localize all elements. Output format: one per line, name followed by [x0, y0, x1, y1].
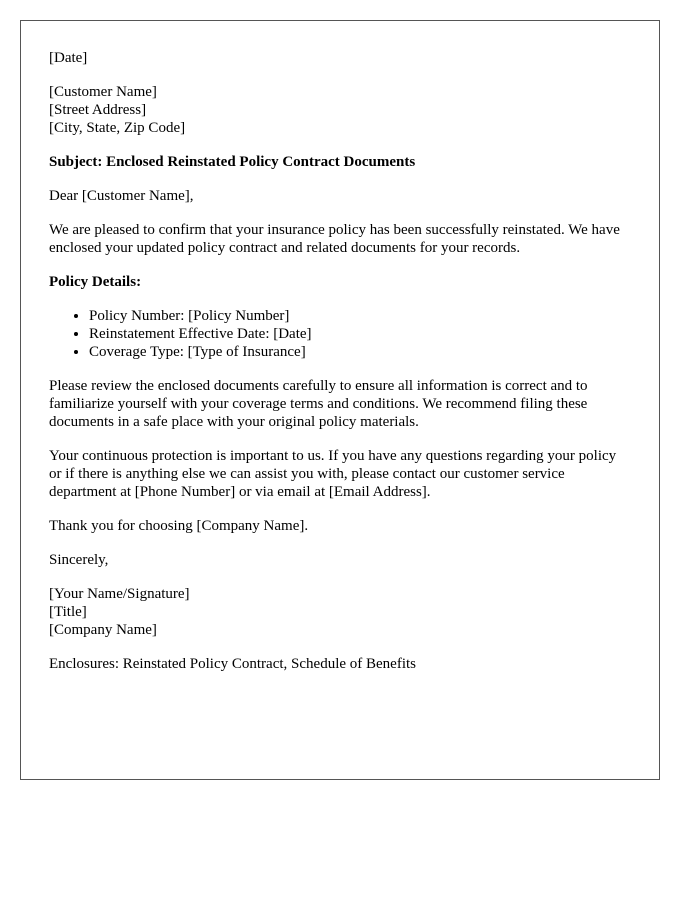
policy-detail-item: • Coverage Type: [Type of Insurance]	[89, 343, 631, 361]
review-paragraph: Please review the enclosed documents carefully to ensure all information is correct and to familiarize yourself with your coverage terms and conditions. We recommend filing these documents in a safe place with your original policy materials.	[49, 378, 588, 430]
recipient-address	[49, 83, 631, 137]
date-text: [Date]	[49, 50, 88, 66]
intro-paragraph: We are pleased to confirm that your insurance policy has been successfully reinstated. We have enclosed your updated policy contract and related documents for your records.	[49, 222, 620, 256]
policy-detail-item: • Reinstatement Effective Date: [Date]	[89, 325, 631, 343]
contact-paragraph: Your continuous protection is important to us. If you have any questions regarding your policy or if there is anything else we can assist you with, please contact our customer service department at [Phone Number] or via email at [Email Address].	[49, 448, 617, 500]
policy-detail-item: • Policy Number: [Policy Number]	[89, 307, 631, 325]
recipient-city-state-zip: [City, State, Zip Code]	[49, 120, 186, 136]
signature-company: [Company Name]	[49, 622, 157, 638]
recipient-street: [Street Address]	[49, 102, 147, 118]
subject-line: Subject: Enclosed Reinstated Policy Contract Documents	[49, 154, 416, 170]
policy-details-list	[49, 307, 631, 361]
closing-line: Sincerely,	[49, 552, 109, 568]
enclosures-line: Enclosures: Reinstated Policy Contract, Schedule of Benefits	[49, 656, 417, 672]
salutation: Dear [Customer Name],	[49, 188, 194, 204]
signature-block	[49, 585, 631, 639]
policy-details-heading: Policy Details:	[49, 274, 142, 290]
letter-document	[20, 20, 660, 780]
signature-name: [Your Name/Signature]	[49, 586, 190, 602]
letter-date	[49, 49, 631, 67]
thank-you-line: Thank you for choosing [Company Name].	[49, 518, 309, 534]
signature-title: [Title]	[49, 604, 87, 620]
recipient-name: [Customer Name]	[49, 84, 157, 100]
